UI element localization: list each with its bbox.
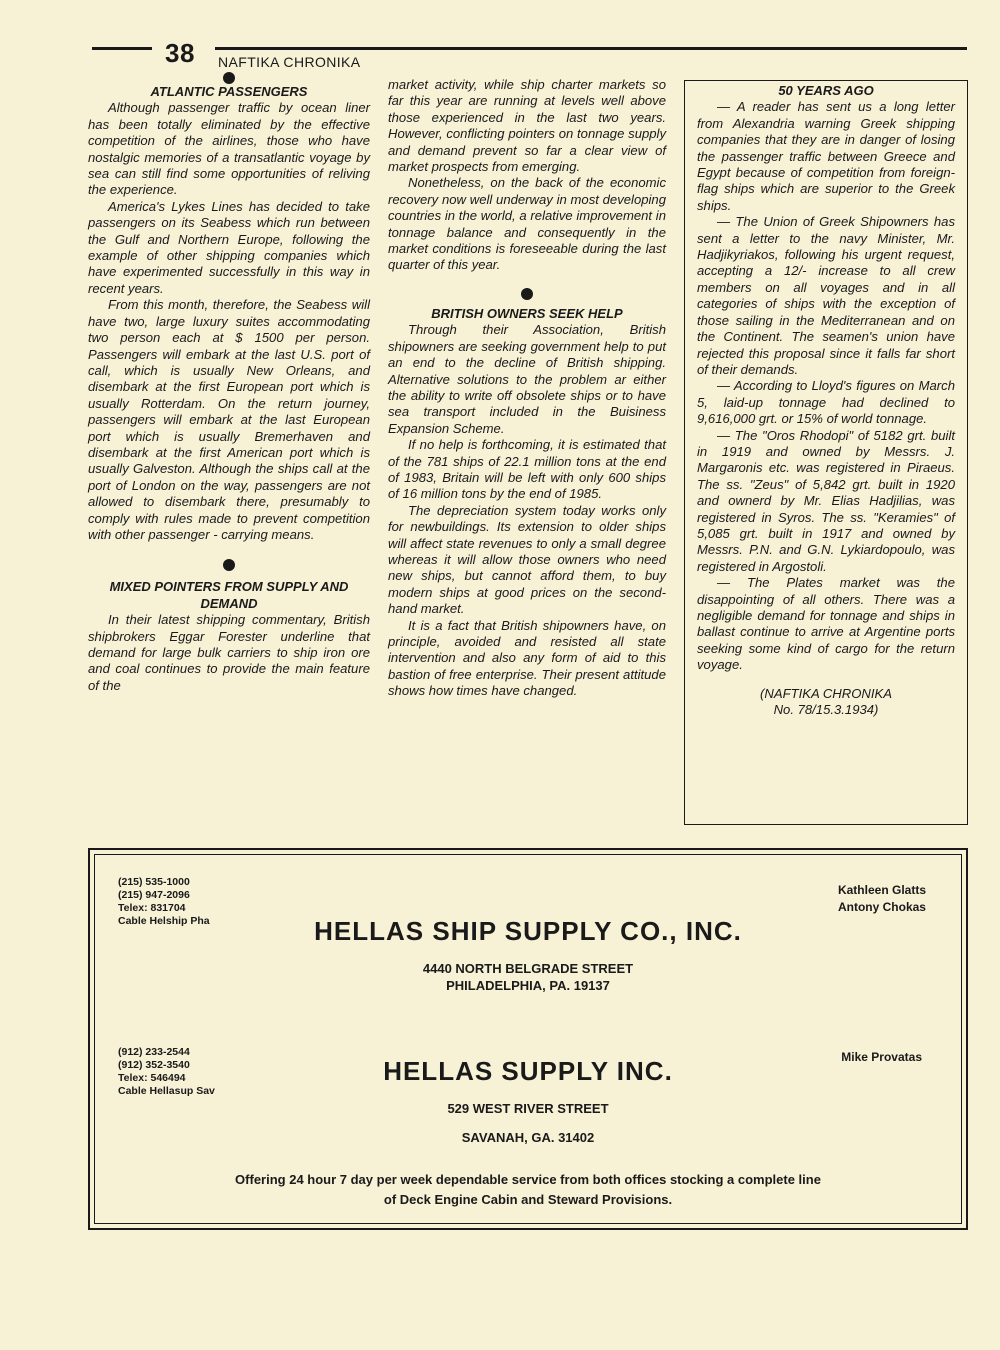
bullet-dot (223, 72, 235, 84)
phone-number: (215) 947-2096 (118, 889, 190, 901)
heading-mixed-pointers: MIXED POINTERS FROM SUPPLY AND DEMAND (109, 579, 349, 611)
phone-number: (215) 535-1000 (118, 876, 190, 888)
company-name-1: HELLAS SHIP SUPPLY CO., INC. (314, 916, 742, 946)
source-citation: No. 78/15.3.1934) (773, 702, 879, 718)
article-paragraph: market activity, while ship charter markets so far this year are running at levels well above those experienced in the last two years. However, conflicting pointers on tonnage supply and demand prevent so far a clear view of market prospects from emerging. (388, 77, 666, 175)
publication-name: NAFTIKA CHRONIKA (218, 54, 361, 70)
cable: Cable Hellasup Sav (118, 1085, 215, 1097)
bullet-dot (521, 288, 533, 300)
article-paragraph: — The Union of Greek Shipowners has sent a letter to the navy Minister, Mr. Hadjikyriakos, following his urgent request, accepting a 12/- increase to all crew members on all voyages and in all categories of ships with the exception of those sailing in the Mediterranean and on the Continent. The seamen's union have rejected this proposal since it falls far short of their demands. (697, 214, 955, 377)
column-1 (88, 72, 370, 694)
heading-fifty-years-ago: 50 YEARS AGO (778, 83, 874, 98)
article-paragraph: Nonetheless, on the back of the economic recovery now well underway in most developing countries in the world, a relative improvement in tonnage balance and consequently in the market conditions is foreseeable during the last quarter of this year. (388, 175, 666, 273)
office1-address (90, 960, 966, 994)
telex: Telex: 831704 (118, 902, 186, 914)
article-paragraph: Although passenger traffic by ocean liner has been totally eliminated by the effective competition of the airlines, those who have nostalgic memories of a transatlantic voyage by sea can still find some opportunities of reliving the experience. (88, 100, 370, 198)
contact-name: Mike Provatas (841, 1050, 922, 1064)
article-paragraph: In their latest shipping commentary, British shipbrokers Eggar Forester underline that demand for large bulk carriers to ship iron ore and coal continues to provide the main feature of the (88, 612, 370, 693)
article-paragraph: — The Plates market was the disappointing of all others. There was a negligible demand for tonnage and ships in ballast continue to arrive at Argentine ports seeking some kind of cargo for the return voyage. (697, 575, 955, 673)
article-paragraph: — A reader has sent us a long letter from Alexandria warning Greek shipping companies that they are in danger of losing the passenger traffic between Greece and Egypt because of competition from foreign-flag ships which are superior to the Greek ships. (697, 99, 955, 213)
heading-british-owners: BRITISH OWNERS SEEK HELP (431, 305, 623, 321)
office1-names (838, 882, 926, 916)
heading-atlantic-passengers: ATLANTIC PASSENGERS (150, 84, 308, 99)
header-rule-left (92, 47, 152, 50)
address-line: 4440 NORTH BELGRADE STREET (422, 961, 634, 976)
contact-name: Antony Chokas (837, 900, 926, 914)
source-citation: (NAFTIKA CHRONIKA (760, 685, 892, 701)
article-paragraph: It is a fact that British shipowners have, on principle, avoided and resisted all state intervention and also any form of aid to this bastion of free enterprise. Their present attitude shows how times have changed. (388, 617, 666, 699)
office2-address-line2: SAVANAH, GA. 31402 (461, 1130, 595, 1145)
cable: Cable Helship Pha (118, 915, 210, 927)
article-paragraph: — The "Oros Rhodopi" of 5182 grt. built in 1919 and owned by Messrs. J. Margaronis etc. was registered in Piraeus. The ss. "Zeus" of 5,842 grt. built in 1920 and ownerd by Mr. Elias Hadjilias, was registered in Syros. The ss. "Keramies" of 5,085 grt. built in 1917 and owned by Messrs. P.N. and G.N. Lykiardopoulo, was registered in Argostoli. (697, 427, 955, 574)
office2-address-line1: 529 WEST RIVER STREET (447, 1101, 609, 1116)
phone-number: (912) 233-2544 (118, 1046, 190, 1058)
service-offer (130, 1170, 926, 1210)
advertisement (88, 848, 968, 1230)
offer-line: Offering 24 hour 7 day per week dependable service from both offices stocking a complete line (235, 1172, 821, 1187)
page-number: 38 (165, 38, 195, 68)
header-rule-right (215, 47, 967, 50)
article-paragraph: From this month, therefore, the Seabess will have two, large luxury suites accommodating two person each at $ 1500 per person. Passengers will embark at the last U.S. port of call, which is usually New Orleans, and disembark at the first European port which is usually Rotterdam. On the return journey, passengers will embark at the last European port which is usually Bremerhaven and disembark at the first American port which is usually Galveston. Although the ships call at the port of London on the way, passengers are not allowed to disembark there, presumably to comply with rules made to prevent competition with other passenger - carrying means. (88, 297, 370, 542)
company-name-2: HELLAS SUPPLY INC. (383, 1056, 673, 1086)
article-paragraph: — According to Lloyd's figures on March 5, laid-up tonnage had declined to 9,616,000 grt. or 15% of world tonnage. (697, 378, 955, 427)
address-line: PHILADELPHIA, PA. 19137 (446, 978, 610, 993)
article-paragraph: America's Lykes Lines has decided to take passengers on its Seabess which run between the Gulf and Northern Europe, following the example of other shipping companies which have experimented successfully in this way in recent years. (88, 198, 370, 296)
article-paragraph: If no help is forthcoming, it is estimated that of the 781 ships of 22.1 million tons at the end of 1983, Britain will be left with only 600 ships of 16 million tons by the end of 1985. (388, 437, 666, 502)
article-paragraph: Through their Association, British shipowners are seeking government help to put an end to the decline of British shipping. Alternative solutions to the problem ar either the ability to write off obsolete ships or to have sea transport included in the Buisiness Expansion Scheme. (388, 322, 666, 436)
column-2 (388, 77, 666, 700)
offer-line: of Deck Engine Cabin and Steward Provisions. (383, 1192, 673, 1207)
fifty-years-ago-box (684, 80, 968, 825)
phone-number: (912) 352-3540 (118, 1059, 190, 1071)
article-paragraph: The depreciation system today works only for newbuildings. Its extension to older ships will affect state revenues to only a small degree whereas it will allow those owners who need new ships, but cannot afford them, to buy modern ships at good prices on the second-hand market. (388, 502, 666, 617)
bullet-dot (223, 559, 235, 571)
advertisement-inner-border (94, 854, 962, 1224)
contact-name: Kathleen Glatts (837, 883, 926, 897)
telex: Telex: 546494 (118, 1072, 186, 1084)
